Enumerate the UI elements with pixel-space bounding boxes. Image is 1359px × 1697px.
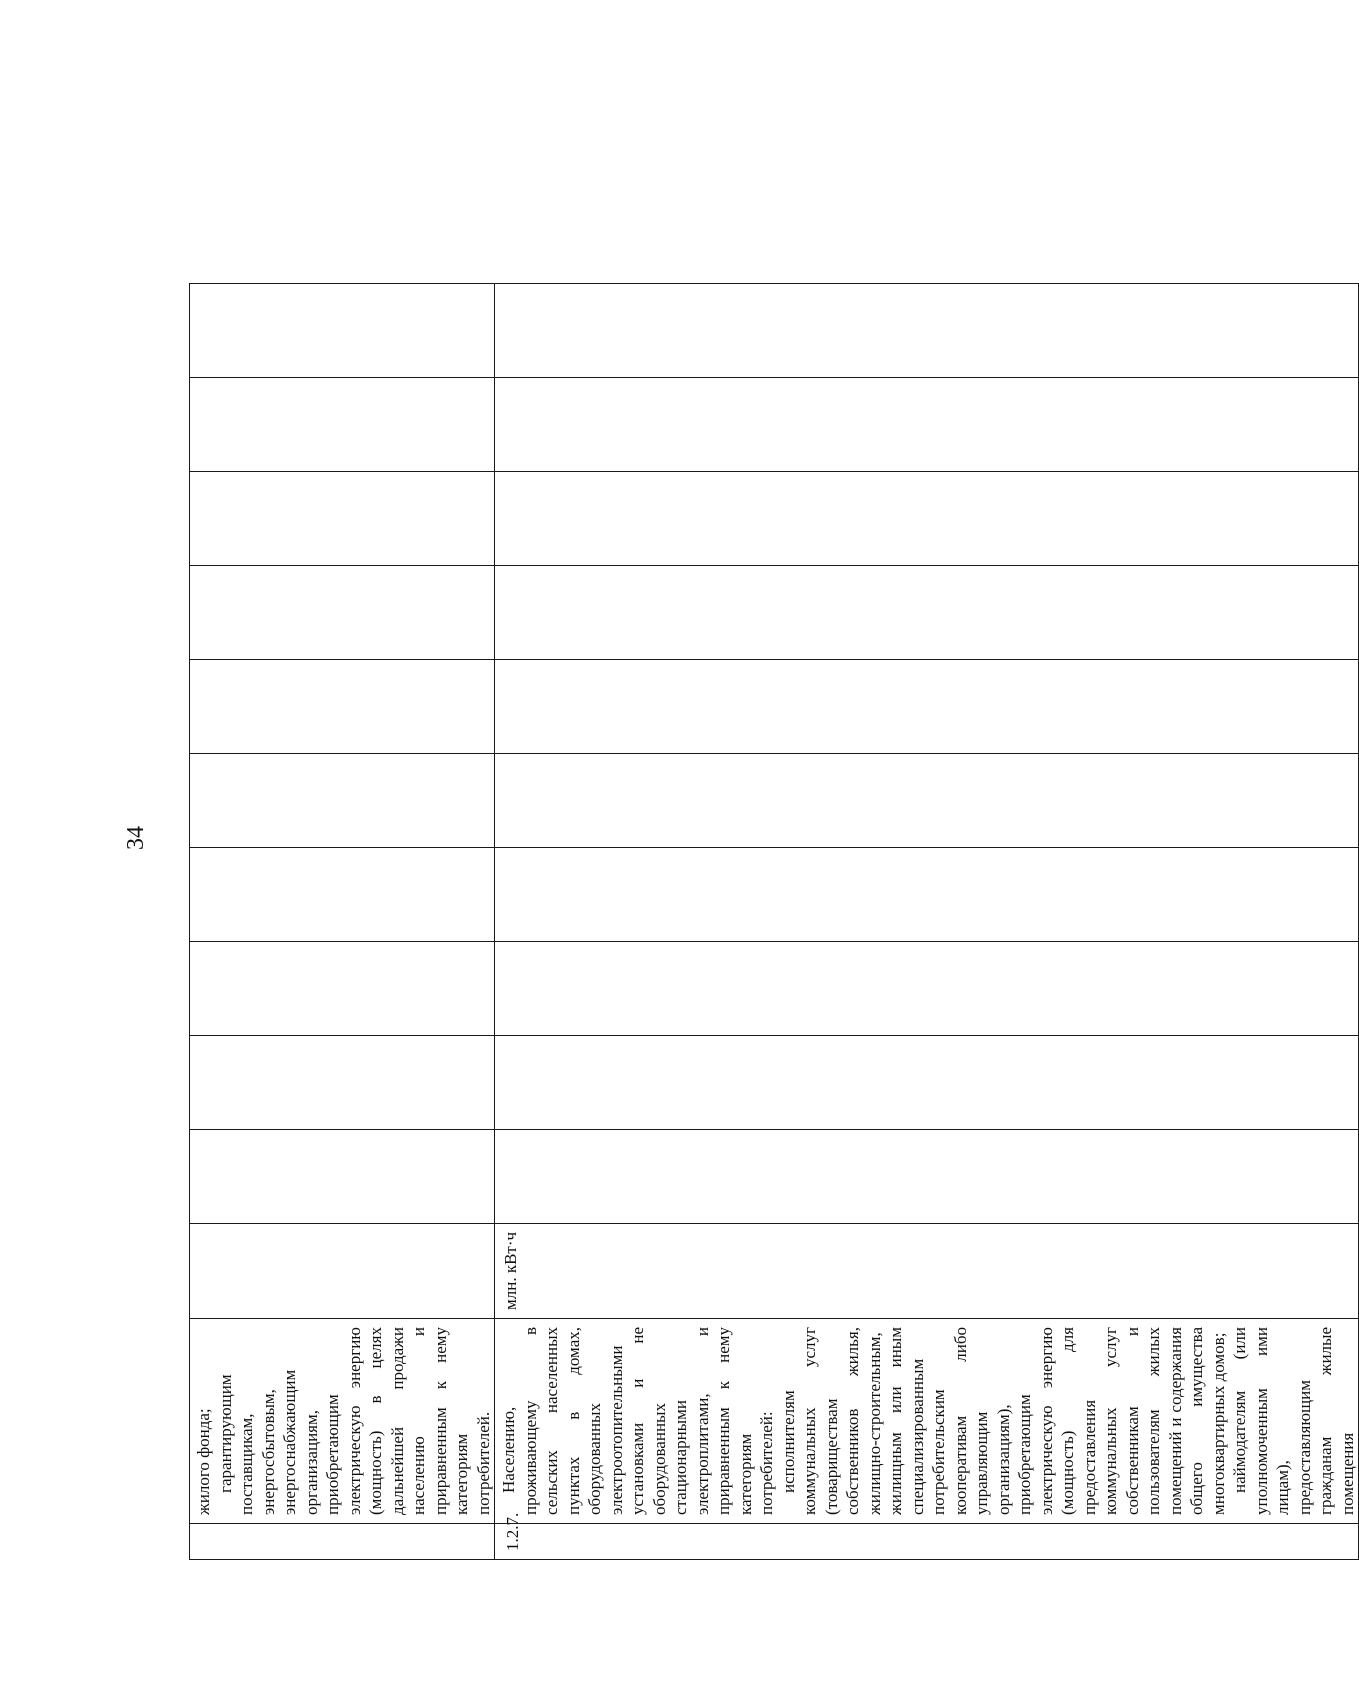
row-unit: млн. кВт·ч [495,1224,1359,1319]
description-paragraph: гарантирующим поставщикам, энергосбытовым, энергоснабжающим организациям, приобретающим электрическую энергию (мощность) в целях дальнейшей продажи населению и приравненным к нему категориям потребителей. [215,1327,493,1515]
value-cell [190,660,495,754]
value-cell [495,754,1359,848]
value-cell [190,566,495,660]
value-cell [495,378,1359,472]
value-cell [190,848,495,942]
value-cell [190,472,495,566]
description-paragraph: жилого фонда; [194,1408,213,1515]
row-number: 1.2.7. [495,1524,1359,1560]
row-description [190,1319,495,1524]
value-cell [495,284,1359,378]
row-number [190,1524,495,1560]
description-paragraph: наймодателям (или уполномоченным ими лицам), предоставляющим гражданам жилые помещения [1230,1327,1357,1515]
table-row [190,284,495,1560]
value-cell [495,1130,1359,1224]
value-cell [495,472,1359,566]
row-unit [190,1224,495,1319]
value-cell [495,660,1359,754]
value-cell [190,284,495,378]
value-cell [190,1130,495,1224]
value-cell [495,848,1359,942]
value-cell [190,1036,495,1130]
value-cell [190,942,495,1036]
page-number: 34 [123,826,149,850]
row-description [495,1319,1359,1524]
table-container [189,284,1357,1560]
table-row [495,284,1359,1560]
value-cell [190,754,495,848]
value-cell [495,566,1359,660]
value-cell [495,1036,1359,1130]
tariff-table [189,283,1359,1560]
description-paragraph: исполнителям коммунальных услуг (товариществам собственников жилья, жилищно-строительным, жилищным или иным специализированным потребительским кооперативам либо управляющим организациям), приобретающим электрическую энергию (мощность) для предоставления коммунальных услуг собственникам и пользователям жилых помещений и содержания общего имущества многоквартирных домов; [778,1327,1228,1515]
description-paragraph: Населению, проживающему в сельских населенных пунктах в домах, оборудованных электроотопительными установками и не оборудованных стационарными электроплитами, и приравненным к нему категориям потребителей: [499,1327,776,1515]
value-cell [190,378,495,472]
value-cell [495,942,1359,1036]
